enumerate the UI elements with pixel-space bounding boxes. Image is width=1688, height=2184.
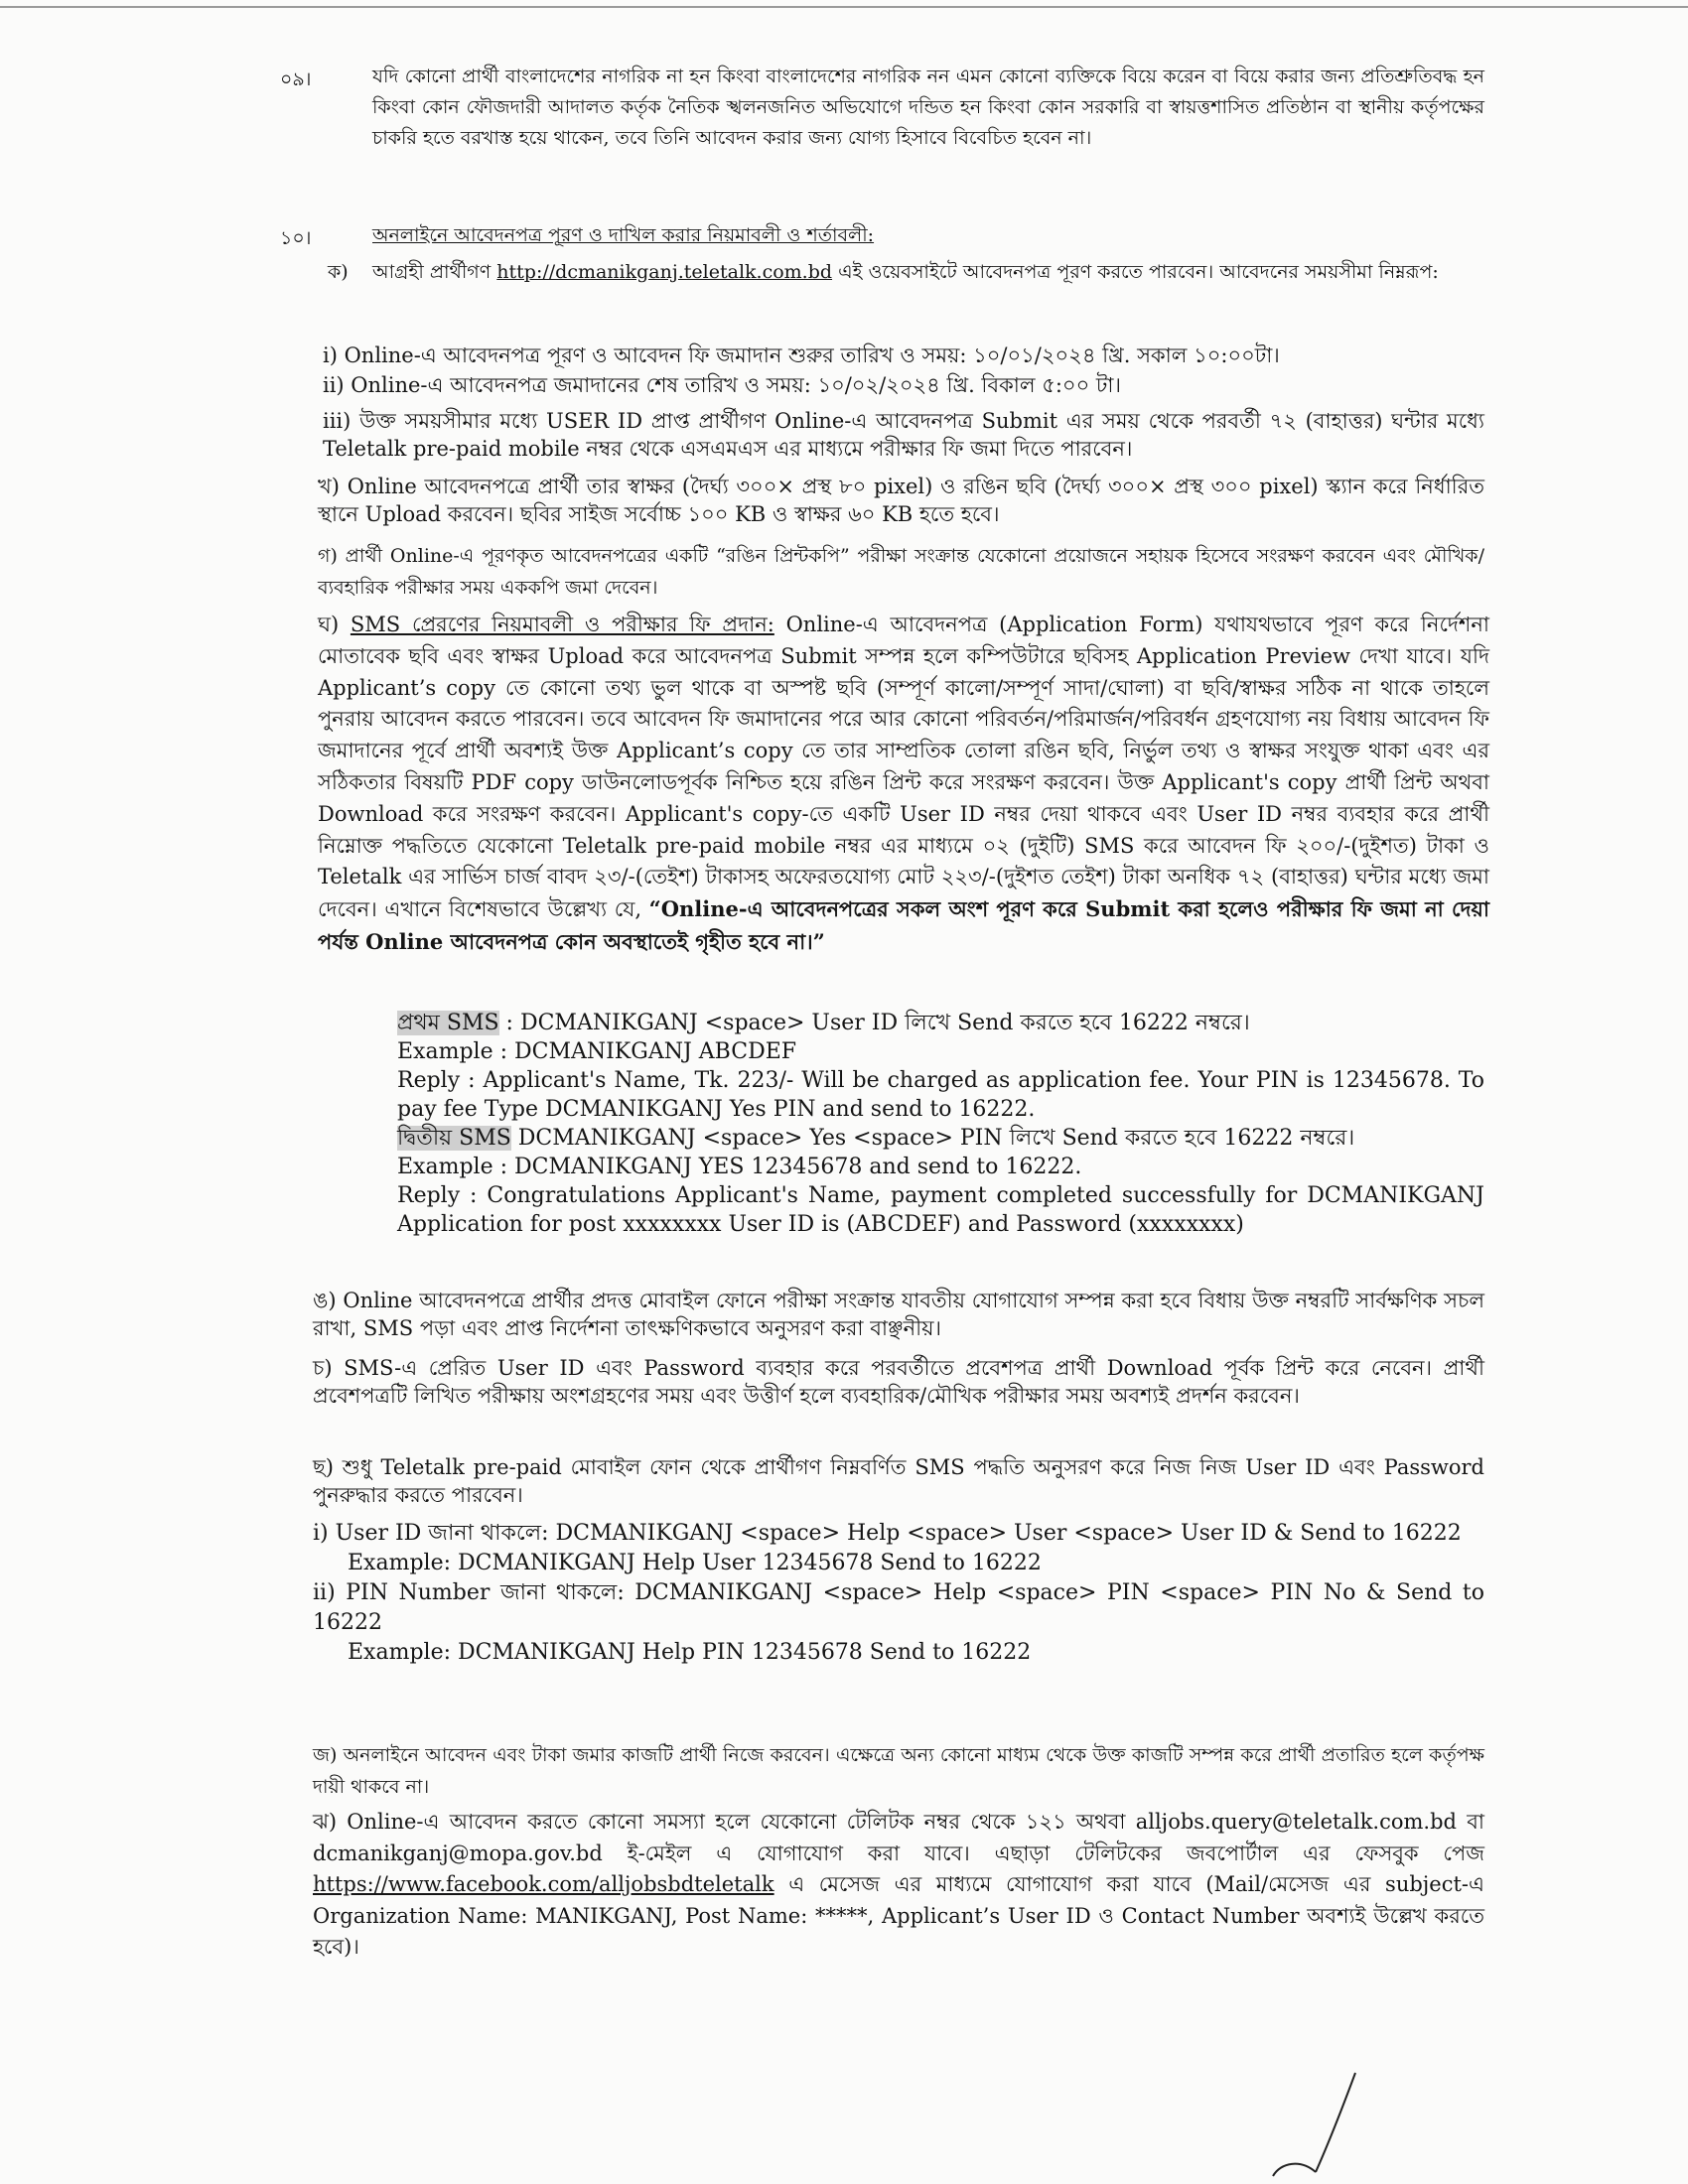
item-gha bbox=[318, 610, 1489, 959]
sms-instructions bbox=[397, 1009, 1484, 1239]
recovery-instructions bbox=[313, 1519, 1484, 1668]
sms-reply-1: Reply : Applicant's Name, Tk. 223/- Will be charged as application fee. Your PIN is 12345678. To pay fee Type DCMANIKGANJ Yes PIN and send to 16222. bbox=[397, 1068, 1484, 1122]
second-sms-text: DCMANIKGANJ <space> Yes <space> PIN লিখে Send করতে হবে 16222 নম্বরে। bbox=[510, 1126, 1355, 1151]
timeline-ii: ii) Online-এ আবেদনপত্র জমাদানের শেষ তারিখ ও সময়: ১০/০২/২০২৪ খ্রি. বিকাল ৫:০০ টা। bbox=[323, 373, 1121, 397]
first-sms-label: প্রথম SMS bbox=[397, 1011, 499, 1035]
timeline-i: i) Online-এ আবেদনপত্র পূরণ ও আবেদন ফি জমাদান শুরুর তারিখ ও সময়: ১০/০১/২০২৪ খ্রি. সকাল ১০:০০টা। bbox=[323, 343, 1280, 367]
top-rule bbox=[0, 6, 1688, 8]
clause-10-heading: অনলাইনে আবেদনপত্র পূরণ ও দাখিল করার নিয়মাবলী ও শর্তাবলী: bbox=[372, 224, 875, 246]
timeline-iii: iii) উক্ত সময়সীমার মধ্যে USER ID প্রাপ্ত প্রার্থীগণ Online-এ আবেদনপত্র Submit এর সময় থেকে পরবর্তী ৭২ (বাহাত্তর) ঘন্টার মধ্যে Teletalk pre-paid mobile নম্বর থেকে এসএমএস এর মাধ্যমে পরীক্ষার ফি জমা দিতে পারবেন। bbox=[323, 409, 1484, 461]
sms-first-line bbox=[397, 1009, 1484, 1037]
recovery-ii-text: ii) PIN Number জানা থাকলে: DCMANIKGANJ <space> Help <space> PIN <space> PIN No & Send to 16222 bbox=[313, 1580, 1484, 1635]
item-uo: ঙ) Online আবেদনপত্রে প্রার্থীর প্রদত্ত মোবাইল ফোনে পরীক্ষা সংক্রান্ত যাবতীয় যোগাযোগ সম্পন্ন করা হবে বিধায় উক্ত নম্বরটি সার্বক্ষণিক সচল রাখা, SMS পড়া এবং প্রাপ্ত নির্দেশনা তাৎক্ষণিকভাবে অনুসরণ করা বাঞ্ছনীয়। bbox=[313, 1289, 1484, 1340]
teletalk-url-link[interactable]: http://dcmanikganj.teletalk.com.bd bbox=[496, 261, 833, 283]
item-gha-label: ঘ) bbox=[318, 613, 340, 636]
sms-example-2: Example : DCMANIKGANJ YES 12345678 and send to 16222. bbox=[397, 1155, 1082, 1179]
item-gha-quote: “Online-এ আবেদনপত্রের সকল অংশ পূরণ করে Submit করা হলেও পরীক্ষার ফি জমা না দেয়া পর্যন্ত Online আবেদনপত্র কোন অবস্থাতেই গৃহীত হবে না।” bbox=[318, 896, 1489, 954]
second-sms-label: দ্বিতীয় SMS bbox=[397, 1126, 511, 1151]
item-gha-body: Online-এ আবেদনপত্র (Application Form) যথাযথভাবে পূরণ করে নির্দেশনা মোতাবেক ছবি এবং স্বাক্ষর Upload করে আবেদনপত্র Submit সম্পন্ন হলে কম্পিউটারে ছবিসহ Application Preview দেখা যাবে। যদি Applicant’s copy তে কোনো তথ্য ভুল থাকে বা অস্পষ্ট ছবি (সম্পূর্ণ কালো/সম্পূর্ণ সাদা/ঘোলা) বা ছবি/স্বাক্ষর সঠিক না থাকে তাহলে পুনরায় আবেদন করতে পারবেন। তবে আবেদন ফি জমাদানের পরে আর কোনো পরিবর্তন/পরিমার্জন/পরিবর্ধন গ্রহণযোগ্য নয় বিধায় আবেদন ফি জমাদানের পূর্বে প্রার্থী অবশ্যই উক্ত Applicant’s copy তে তার সাম্প্রতিক তোলা রঙিন ছবি, নির্ভুল তথ্য ও স্বাক্ষর সংযুক্ত থাকা এবং এর সঠিকতার বিষয়টি PDF copy ডাউনলোডপূর্বক নিশ্চিত হয়ে রঙিন প্রিন্ট করে সংরক্ষণ করবেন। উক্ত Applicant's copy প্রার্থী প্রিন্ট অথবা Download করে সংরক্ষণ করবেন। Applicant's copy-তে একটি User ID নম্বর দেয়া থাকবে এবং User ID নম্বর ব্যবহার করে প্রার্থী নিম্নোক্ত পদ্ধতিতে যেকোনো Teletalk pre-paid mobile নম্বর এর মাধ্যমে ০২ (দুইটি) SMS করে আবেদন ফি ২০০/-(দুইশত) টাকা ও Teletalk এর সার্ভিস চার্জ বাবদ ২৩/-(তেইশ) টাকাসহ অফেরতযোগ্য মোট ২২৩/-(দুইশত তেইশ) টাকা অনধিক ৭২ (বাহাত্তর) ঘন্টার মধ্যে জমা দেবেন। এখানে বিশেষভাবে উল্লেখ্য যে, bbox=[318, 613, 1489, 922]
item-ga: গ) প্রার্থী Online-এ পূরণকৃত আবেদনপত্রের একটি “রঙিন প্রিন্টকপি” পরীক্ষা সংক্রান্ত যেকোনো প্রয়োজনে সহায়ক হিসেবে সংরক্ষণ করবেন এবং মৌখিক/ব্যবহারিক পরীক্ষার সময় এককপি জমা দেবেন। bbox=[318, 545, 1484, 599]
item-cha: চ) SMS-এ প্রেরিত User ID এবং Password ব্যবহার করে পরবর্তীতে প্রবেশপত্র প্রার্থী Download পূর্বক প্রিন্ট করে নেবেন। প্রার্থী প্রবেশপত্রটি লিখিত পরীক্ষায় অংশগ্রহণের সময় এবং উত্তীর্ণ হলে ব্যবহারিক/মৌখিক পরীক্ষার সময় অবশ্যই প্রদর্শন করবেন। bbox=[313, 1356, 1484, 1408]
item-ka-text bbox=[372, 257, 1484, 288]
item-gha-heading: SMS প্রেরণের নিয়মাবলী ও পরীক্ষার ফি প্রদান: bbox=[350, 613, 774, 636]
item-chha: ছ) শুধু Teletalk pre-paid মোবাইল ফোন থেকে প্রার্থীগণ নিম্নবর্ণিত SMS পদ্ধতি অনুসরণ করে নিজ নিজ User ID এবং Password পুনরুদ্ধার করতে পারবেন। bbox=[313, 1455, 1484, 1507]
item-ka-label: ক) bbox=[328, 261, 349, 283]
item-ka-post: এই ওয়েবসাইটে আবেদনপত্র পূরণ করতে পারবেন। আবেদনের সময়সীমা নিম্নরূপ: bbox=[838, 261, 1439, 283]
sms-second-line bbox=[397, 1124, 1484, 1153]
item-jha bbox=[313, 1807, 1484, 1964]
item-ka-pre: আগ্রহী প্রার্থীগণ bbox=[372, 261, 492, 283]
item-kha: খ) Online আবেদনপত্রে প্রার্থী তার স্বাক্ষর (দৈর্ঘ্য ৩০০× প্রস্থ ৮০ pixel) ও রঙিন ছবি (দৈর্ঘ্য ৩০০× প্রস্থ ৩০০ pixel) স্ক্যান করে নির্ধারিত স্থানে Upload করবেন। ছবির সাইজ সর্বোচ্চ ১০০ KB ও স্বাক্ষর ৬০ KB হতে হবে। bbox=[318, 475, 1484, 526]
signature-mark bbox=[1241, 2065, 1400, 2184]
recovery-i-example: Example: DCMANIKGANJ Help User 12345678 Send to 16222 bbox=[348, 1551, 1042, 1575]
first-sms-text: : DCMANIKGANJ <space> User ID লিখে Send করতে হবে 16222 নম্বরে। bbox=[498, 1011, 1250, 1035]
sms-example-1: Example : DCMANIKGANJ ABCDEF bbox=[397, 1039, 797, 1064]
clause-09-text: যদি কোনো প্রার্থী বাংলাদেশের নাগরিক না হন কিংবা বাংলাদেশের নাগরিক নন এমন কোনো ব্যক্তিকে বিয়ে করেন বা বিয়ে করার জন্য প্রতিশ্রুতিবদ্ধ হন কিংবা কোন ফৌজদারী আদালত কর্তৃক নৈতিক স্খলনজনিত অভিযোগে দন্ডিত হন কিংবা কোন সরকারি বা স্বায়ত্তশাসিত প্রতিষ্ঠান বা স্থানীয় কর্তৃপক্ষের চাকরি হতে বরখাস্ত হয়ে থাকেন, তবে তিনি আবেদন করার জন্য যোগ্য হিসাবে বিবেচিত হবেন না। bbox=[372, 66, 1484, 149]
clause-09-number: ০৯। bbox=[280, 68, 312, 90]
sms-reply-2: Reply : Congratulations Applicant's Name, payment completed successfully for DCMANIKGANJ Application for post xxxxxxxx User ID is (ABCDEF) and Password (xxxxxxxx) bbox=[397, 1183, 1484, 1237]
item-jha-pre: ঝ) Online-এ আবেদন করতে কোনো সমস্যা হলে যেকোনো টেলিটক নম্বর থেকে ১২১ অথবা alljobs.query@teletalk.com.bd বা dcmanikganj@mopa.gov.bd ই-মেইল এ যোগাযোগ করা যাবে। এছাড়া টেলিটকের জবপোর্টাল এর ফেসবুক পেজ bbox=[313, 1810, 1484, 1865]
recovery-ii-example: Example: DCMANIKGANJ Help PIN 12345678 Send to 16222 bbox=[348, 1640, 1032, 1665]
item-jha-post: এ মেসেজ এর মাধ্যমে যোগাযোগ করা যাবে (Mail/মেসেজ এর subject-এ Organization Name: MANIKGANJ, Post Name: *****, Applicant’s User ID ও Contact Number অবশ্যই উল্লেখ করতে হবে)। bbox=[313, 1872, 1484, 1959]
item-ja: জ) অনলাইনে আবেদন এবং টাকা জমার কাজটি প্রার্থী নিজে করবেন। এক্ষেত্রে অন্য কোনো মাধ্যম থেকে উক্ত কাজটি সম্পন্ন করে প্রার্থী প্রতারিত হলে কর্তৃপক্ষ দায়ী থাকবে না। bbox=[313, 1744, 1484, 1798]
recovery-i-text: i) User ID জানা থাকলে: DCMANIKGANJ <space> Help <space> User <space> User ID & Send to 16222 bbox=[313, 1521, 1462, 1546]
facebook-link[interactable]: https://www.facebook.com/alljobsbdteletalk bbox=[313, 1872, 774, 1896]
clause-10-number: ১০। bbox=[280, 227, 312, 249]
